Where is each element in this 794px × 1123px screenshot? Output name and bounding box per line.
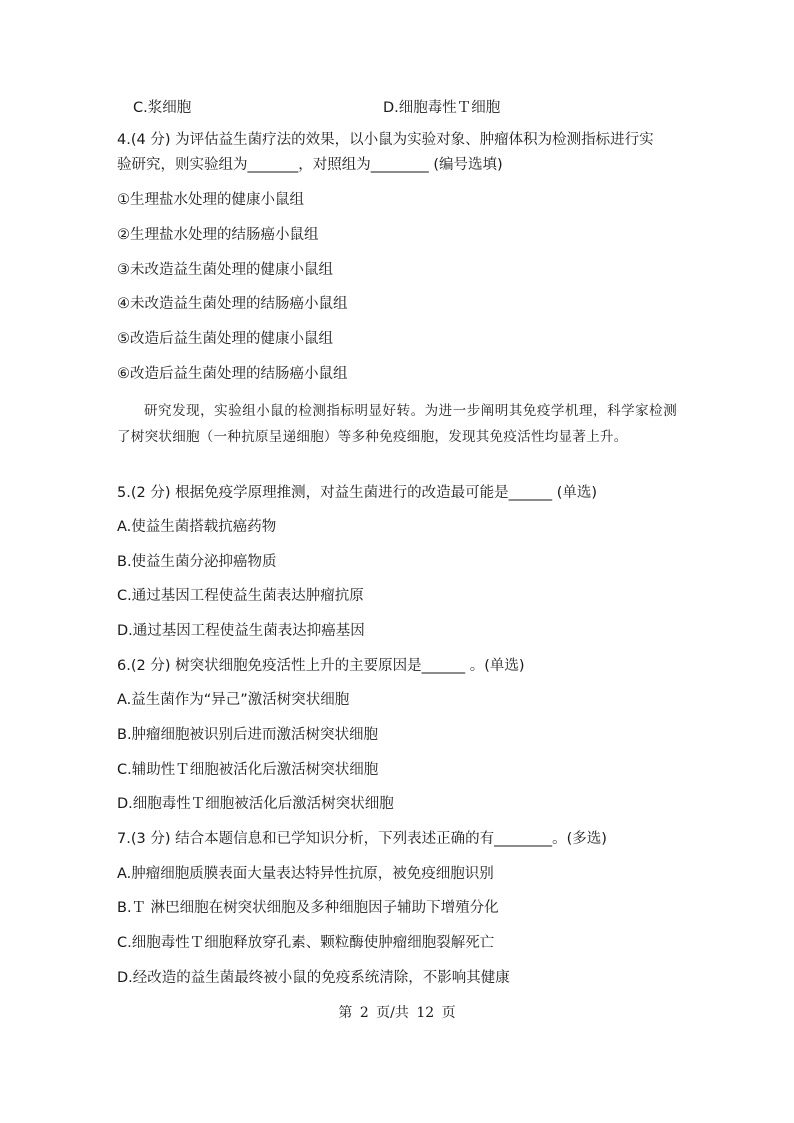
q4-item-6: ⑥改造后益生菌处理的结肠癌小鼠组 — [117, 366, 348, 382]
q7-option-c: C.细胞毒性Ｔ细胞释放穿孔素、颗粒酶使肿瘤细胞裂解死亡 — [117, 935, 495, 951]
q4-item-3: ③未改造益生菌处理的健康小鼠组 — [117, 262, 333, 278]
q4-item-4: ④未改造益生菌处理的结肠癌小鼠组 — [117, 296, 348, 312]
q7-option-a: A.肿瘤细胞质膜表面大量表达特异性抗原，被免疫细胞识别 — [117, 866, 494, 882]
q4-stem-line2: 验研究，则实验组为_______，对照组为________ (编号选填) — [117, 157, 503, 173]
research-passage: 研究发现，实验组小鼠的检测指标明显好转。为进一步阐明其免疫学机理，科学家检测了树突状细胞（一种抗原呈递细胞）等多种免疫细胞，发现其免疫活性均显著上升。 — [117, 403, 677, 445]
q4-item-5: ⑤改造后益生菌处理的健康小鼠组 — [117, 331, 333, 347]
q5-option-a: A.使益生菌搭载抗癌药物 — [117, 519, 277, 535]
q6-option-d: D.细胞毒性Ｔ细胞被活化后激活树突状细胞 — [117, 796, 394, 812]
q3-options-row — [0, 96, 794, 116]
q6-option-c: C.辅助性Ｔ细胞被活化后激活树突状细胞 — [117, 762, 379, 778]
q6-option-a: A.益生菌作为“异己”激活树突状细胞 — [117, 692, 350, 708]
q5-option-b: B.使益生菌分泌抑癌物质 — [117, 554, 277, 570]
q4-item-2: ②生理盐水处理的结肠癌小鼠组 — [117, 227, 319, 243]
q6-stem: 6.(2 分) 树突状细胞免疫活性上升的主要原因是______ 。(单选) — [117, 658, 525, 674]
q5-stem: 5.(2 分) 根据免疫学原理推测，对益生菌进行的改造最可能是______ (单选) — [117, 485, 598, 501]
q6-option-b: B.肿瘤细胞被识别后进而激活树突状细胞 — [117, 727, 379, 743]
q7-stem: 7.(3 分) 结合本题信息和已学知识分析，下列表述正确的有________。(多选) — [117, 831, 607, 847]
q5-option-c: C.通过基因工程使益生菌表达肿瘤抗原 — [117, 588, 364, 604]
q7-option-d: D.经改造的益生菌最终被小鼠的免疫系统清除，不影响其健康 — [117, 970, 510, 986]
q3-option-d: D.细胞毒性Ｔ细胞 — [383, 100, 501, 116]
q7-option-b: B.Ｔ 淋巴细胞在树突状细胞及多种细胞因子辅助下增殖分化 — [117, 900, 499, 916]
page-footer: 第 2 页/共 12 页 — [338, 1005, 456, 1021]
q5-option-d: D.通过基因工程使益生菌表达抑癌基因 — [117, 623, 365, 639]
q4-item-1: ①生理盐水处理的健康小鼠组 — [117, 192, 304, 208]
q4-stem-line1: 4.(4 分) 为评估益生菌疗法的效果，以小鼠为实验对象、肿瘤体积为检测指标进行实 — [117, 132, 654, 148]
q3-option-c: C.浆细胞 — [133, 100, 192, 116]
